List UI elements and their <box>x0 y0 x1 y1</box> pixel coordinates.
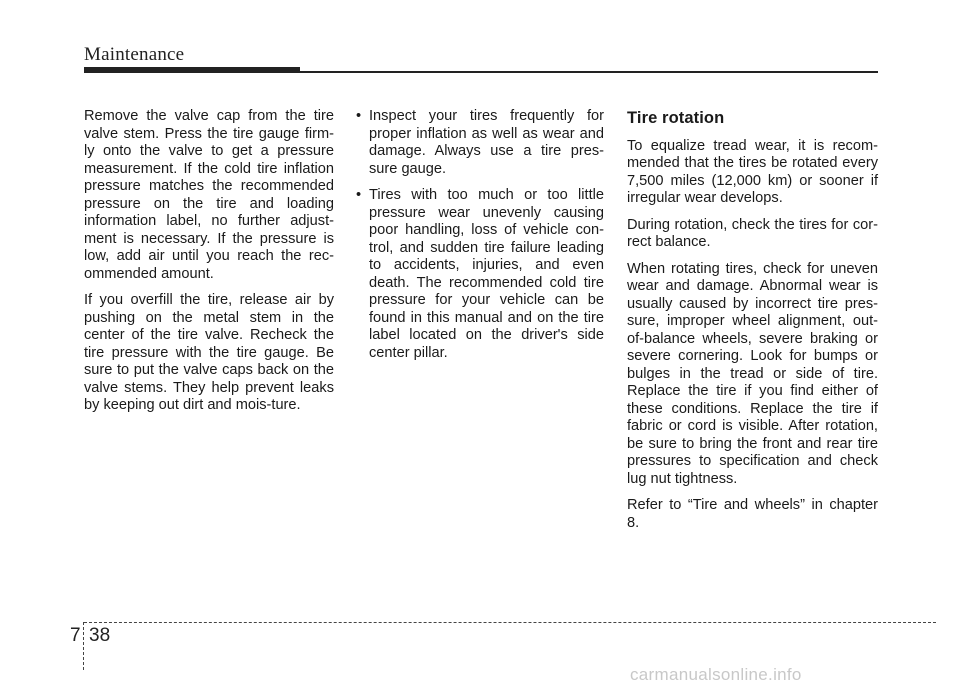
bullet-dot: • <box>356 187 362 203</box>
bullet-dot: • <box>356 108 362 124</box>
paragraph-valve-check: Remove the valve cap from the tire valve stem. Press the tire gauge firm-ly onto the valve to get a pressure measurement. If the cold tire inflation pressure matches the recommended pressure on the tire and loading information label, no further adjust-ment is necessary. If the pressure is low, add air until you reach the rec-ommended amount. <box>84 108 334 282</box>
paragraph-uneven-wear: When rotating tires, check for uneven wear and damage. Abnormal wear is usually caused by incorrect tire pres-sure, improper wheel alignment, out-of-balance wheels, severe braking or severe cornering. Look for bumps or bulges in the tread or side of tire. Replace the tire if you find either of these conditions. Replace the tire if fabric or cord is visible. After rotation, be sure to bring the front and rear tire pressures to specification and check lug nut tightness. <box>627 260 878 487</box>
header-title: Maintenance <box>84 44 185 65</box>
page-number: 38 <box>89 625 111 646</box>
paragraph-balance: During rotation, check the tires for cor-rect balance. <box>627 216 878 250</box>
header-rule <box>84 71 878 73</box>
bullet-item-pressure <box>356 187 604 362</box>
chapter-number: 7 <box>70 625 81 646</box>
paragraph-overfill: If you overfill the tire, release air by pushing on the metal stem in the center of the tire valve. Recheck the tire pressure with the tire gauge. Be sure to put the valve caps back on the valve stems. They help prevent leaks by keeping out dirt and mois-ture. <box>84 292 334 413</box>
footer-rule <box>84 622 936 623</box>
paragraph-rotation-interval: To equalize tread wear, it is recom-mended that the tires be rotated every 7,500 miles (12,000 km) or sooner if irregular wear develops. <box>627 137 878 206</box>
watermark: carmanualsonline.info <box>630 665 802 684</box>
column-middle <box>356 108 604 371</box>
column-right <box>627 110 878 541</box>
paragraph-reference: Refer to “Tire and wheels” in chapter 8. <box>627 497 878 531</box>
section-heading-tire-rotation: Tire rotation <box>627 109 725 127</box>
column-left <box>84 108 334 424</box>
bullet-list <box>356 108 604 362</box>
footer-divider <box>83 622 84 670</box>
bullet-text: Tires with too much or too little pressure wear unevenly causing poor handling, loss of vehicle con-trol, and sudden tire failure leading to accidents, injuries, and even death. The recommended cold tire pressure for your vehicle can be found in this manual and on the tire label located on the driver's side center pillar. <box>369 187 604 361</box>
bullet-text: Inspect your tires frequently for proper inflation as well as wear and damage. Always use a tire pres-sure gauge. <box>369 108 604 177</box>
bullet-item-inspect <box>356 108 604 178</box>
